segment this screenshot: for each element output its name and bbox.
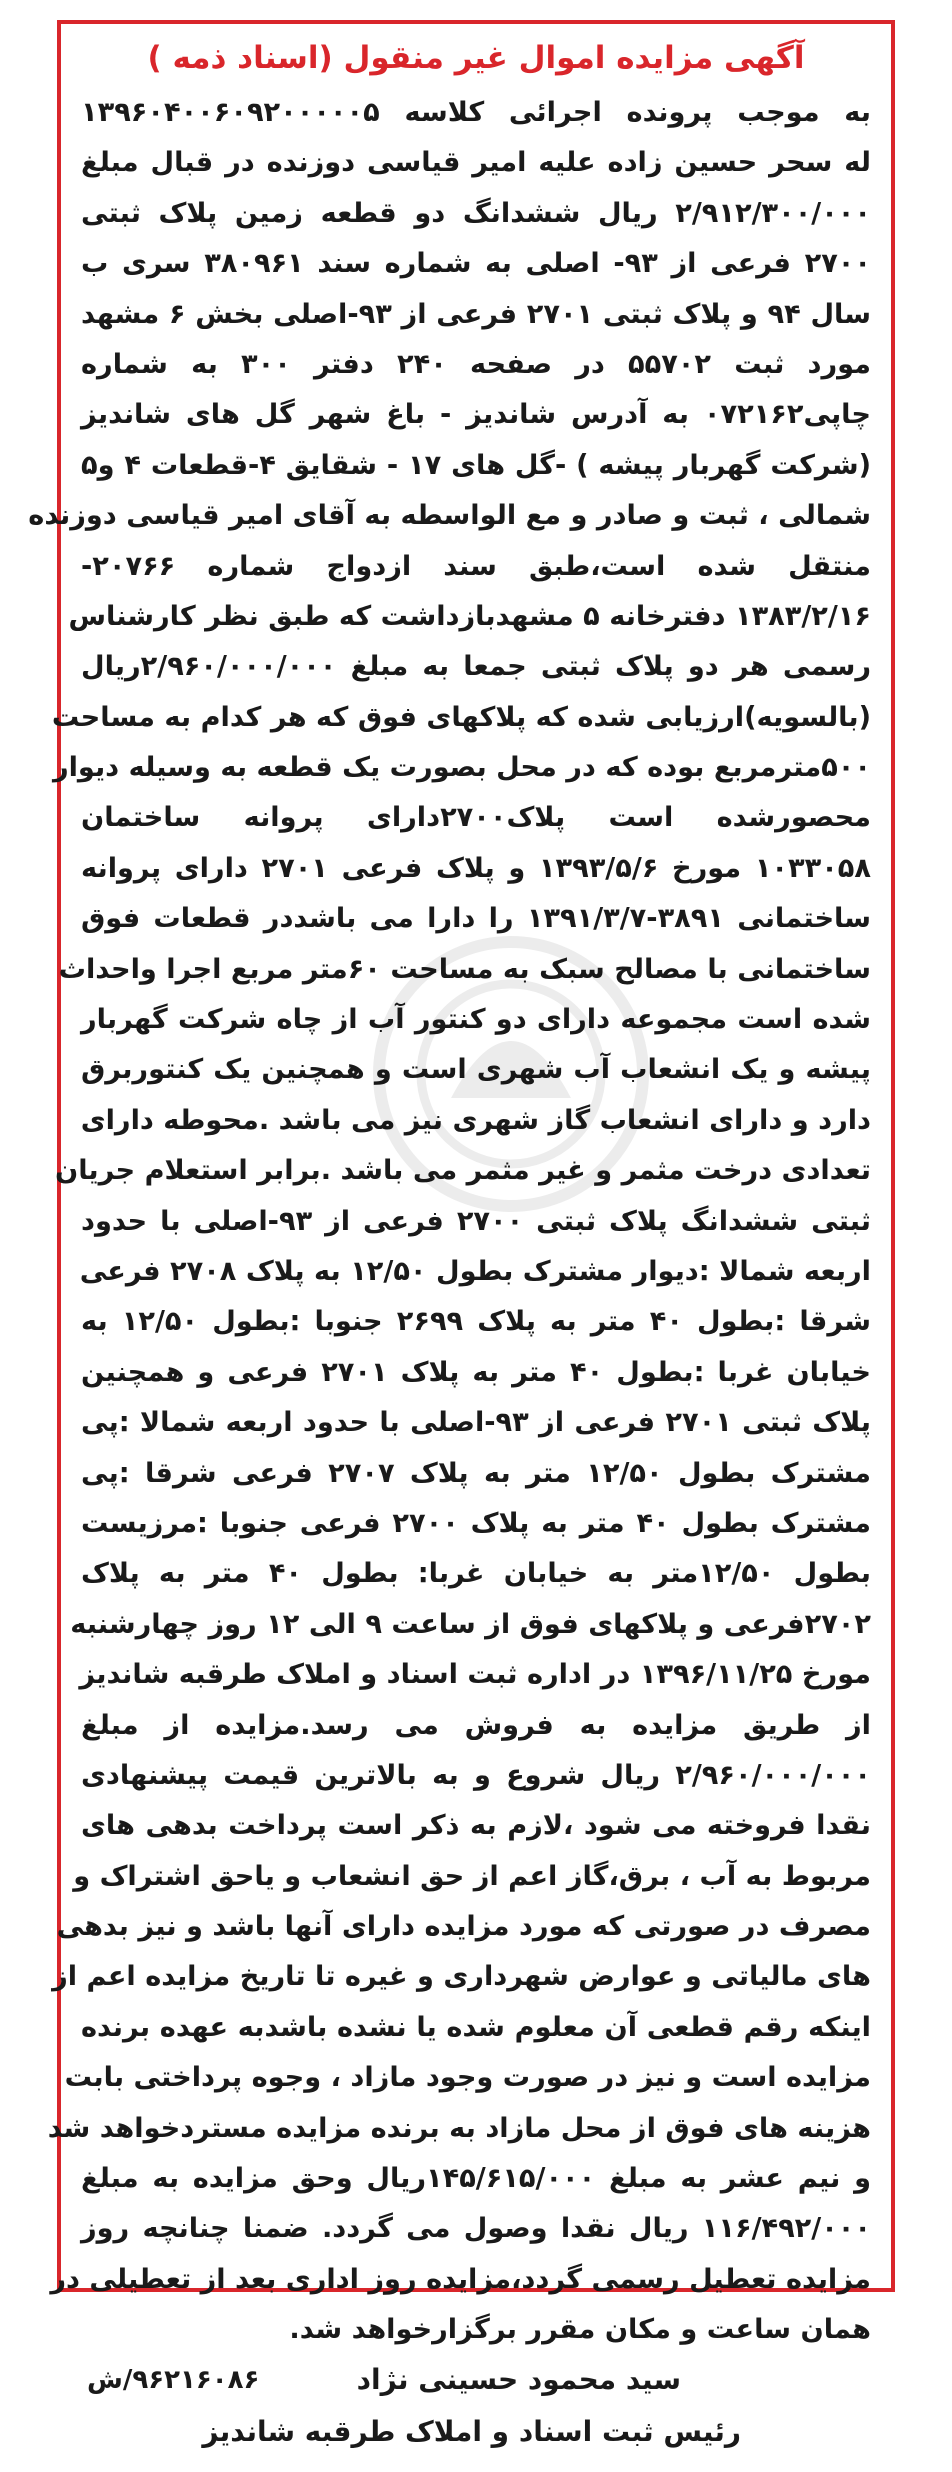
notice-body (28, 88, 872, 2356)
notice-line: مربوط به آب ، برق،گاز اعم از حق انشعاب و یاحق اشتراک و (73, 1860, 871, 1892)
notice-line: ۲۷۰۰ فرعی از ۹۳- اصلی به شماره سند ۳۸۰۹۶۱ سری ب (81, 248, 871, 280)
notice-line: رسمی هر دو پلاک ثبتی جمعا به مبلغ ۲/۹۶۰/۰۰۰/۰۰۰ریال (81, 651, 871, 683)
notice-line: اربعه شمالا :دیوار مشترک بطول ۱۲/۵۰ به پلاک ۲۷۰۸ فرعی (79, 1255, 871, 1287)
notice-line: (شرکت گهربار پیشه ) -گل های ۱۷ - شقایق ۴-قطعات ۴ و۵ (81, 449, 871, 481)
notice-line: ۱۱۶/۴۹۲/۰۰۰ ریال نقدا وصول می گردد. ضمنا چنانچه روز (81, 2213, 871, 2245)
notice-frame (28, 20, 895, 2448)
notice-line: ۲/۹۱۲/۳۰۰/۰۰۰ ریال ششدانگ دو قطعه زمین پلاک ثبتی (81, 197, 871, 229)
notice-line: تعدادی درخت مثمر و غیر مثمر می باشد .برابر استعلام جریان (55, 1155, 871, 1187)
notice-line: منتقل شده است،طبق سند ازدواج شماره ۲۰۷۶۶- (81, 550, 871, 582)
notice-line: ۱۳۸۳/۲/۱۶ دفترخانه ۵ مشهدبازداشت که طبق نظر کارشناس (68, 600, 871, 632)
notice-line: شده است مجموعه دارای دو کنتور آب از چاه شرکت گهربار (81, 1004, 871, 1036)
signatory-title: رئیس ثبت اسناد و املاک طرقبه شاندیز (202, 2414, 741, 2448)
notice-line: به موجب پرونده اجرائی کلاسه ۱۳۹۶۰۴۰۰۶۰۹۲۰۰۰۰۰۵ (81, 97, 871, 128)
notice-line: ۱۰۳۳۰۵۸ مورخ ۱۳۹۳/۵/۶ و پلاک فرعی ۲۷۰۱ دارای پروانه (81, 852, 871, 884)
notice-line: شمالی ، ثبت و صادر و مع الواسطه به آقای امیر قیاسی دوزنده (28, 500, 871, 532)
notice-line: ۲/۹۶۰/۰۰۰/۰۰۰ ریال شروع و به بالاترین قیمت پیشنهادی (81, 1759, 871, 1791)
notice-line: ثبتی ششدانگ پلاک ثبتی ۲۷۰۰ فرعی از ۹۳-اصلی با حدود (81, 1205, 872, 1237)
notice-line: نقدا فروخته می شود ،لازم به ذکر است پرداخت بدهی های (81, 1810, 871, 1842)
notice-line: مزایده تعطیل رسمی گردد،مزایده روز اداری بعد از تعطیلی در (50, 2263, 871, 2295)
notice-line: های مالیاتی و عوارض شهرداری و غیره تا تاریخ مزایده اعم از (52, 1961, 871, 1993)
notice-line: ساختمانی ۳۸۹۱-۱۳۹۱/۳/۷ را دارا می باشددر قطعات فوق (81, 903, 871, 935)
notice-line: مزایده است و نیز در صورت وجود مازاد ، وجوه پرداختی بابت (64, 2062, 871, 2094)
notice-line: هزینه های فوق از محل مازاد به برنده مزایده مستردخواهد شد (47, 2112, 871, 2144)
notice-line: ۵۰۰مترمربع بوده که در محل بصورت یک قطعه به وسیله دیوار (52, 752, 871, 784)
notice-line: ۲۷۰۲فرعی و پلاکهای فوق از ساعت ۹ الی ۱۲ روز چهارشنبه (70, 1608, 871, 1640)
notice-line: مورد ثبت ۵۵۷۰۲ در صفحه ۲۴۰ دفتر ۳۰۰ به شماره (81, 348, 872, 380)
notice-line: مصرف در صورتی که مورد مزایده دارای آنها باشد و نیز بدهی (56, 1911, 871, 1943)
notice-line: شرقا :بطول ۴۰ متر به پلاک ۲۶۹۹ جنوبا :بطول ۱۲/۵۰ به (81, 1306, 871, 1338)
notice-line: له سحر حسین زاده علیه امیر قیاسی دوزنده در قبال مبلغ (81, 147, 871, 179)
notice-line: پلاک ثبتی ۲۷۰۱ فرعی از ۹۳-اصلی با حدود اربعه شمالا :پی (81, 1407, 871, 1439)
notice-line: سال ۹۴ و پلاک ثبتی ۲۷۰۱ فرعی از ۹۳-اصلی بخش ۶ مشهد (81, 298, 871, 330)
signatory-name: سید محمود حسینی نژاد (356, 2362, 681, 2396)
notice-line: مشترک بطول ۱۲/۵۰ متر به پلاک ۲۷۰۷ فرعی شرقا :پی (81, 1457, 871, 1489)
notice-line: بطول ۱۲/۵۰متر به خیابان غربا: بطول ۴۰ متر به پلاک (81, 1558, 871, 1590)
notice-line: پیشه و یک انشعاب آب شهری است و همچنین یک کنتوربرق (81, 1054, 871, 1086)
notice-title: آگهی مزایده اموال غیر منقول (اسناد ذمه ) (147, 40, 805, 76)
notice-line: چاپی۰۷۲۱۶۲ به آدرس شاندیز - باغ شهر گل های شاندیز (81, 399, 871, 431)
notice-line: و نیم عشر به مبلغ ۱۴۵/۶۱۵/۰۰۰ریال وحق مزایده به مبلغ (81, 2163, 871, 2195)
notice-line: محصورشده است پلاک۲۷۰۰دارای پروانه ساختمان (81, 802, 871, 834)
notice-line: (بالسویه)ارزیابی شده که پلاکهای فوق که هر کدام به مساحت (51, 701, 871, 733)
notice-line: ساختمانی با مصالح سبک به مساحت ۶۰متر مربع اجرا واحداث (58, 953, 871, 985)
notice-line: همان ساعت و مکان مقرر برگزارخواهد شد. (289, 2314, 871, 2346)
notice-line: دارد و دارای انشعاب گاز شهری نیز می باشد .محوطه دارای (80, 1104, 871, 1136)
notice-line: مشترک بطول ۴۰ متر به پلاک ۲۷۰۰ فرعی جنوبا :مرزیست (81, 1507, 872, 1539)
signature-block (81, 2356, 871, 2472)
notice-line: اینکه رقم قطعی آن معلوم شده یا نشده باشدبه عهده برنده (81, 2011, 871, 2043)
notice-code: ۹۶۲۱۶۰۸۶/ش (87, 2364, 260, 2395)
notice-line: از طریق مزایده به فروش می رسد.مزایده از مبلغ (81, 1709, 871, 1741)
notice-line: مورخ ۱۳۹۶/۱۱/۲۵ در اداره ثبت اسناد و املاک طرقبه شاندیز (79, 1659, 871, 1691)
notice-line: خیابان غربا :بطول ۴۰ متر به پلاک ۲۷۰۱ فرعی و همچنین (81, 1356, 871, 1388)
